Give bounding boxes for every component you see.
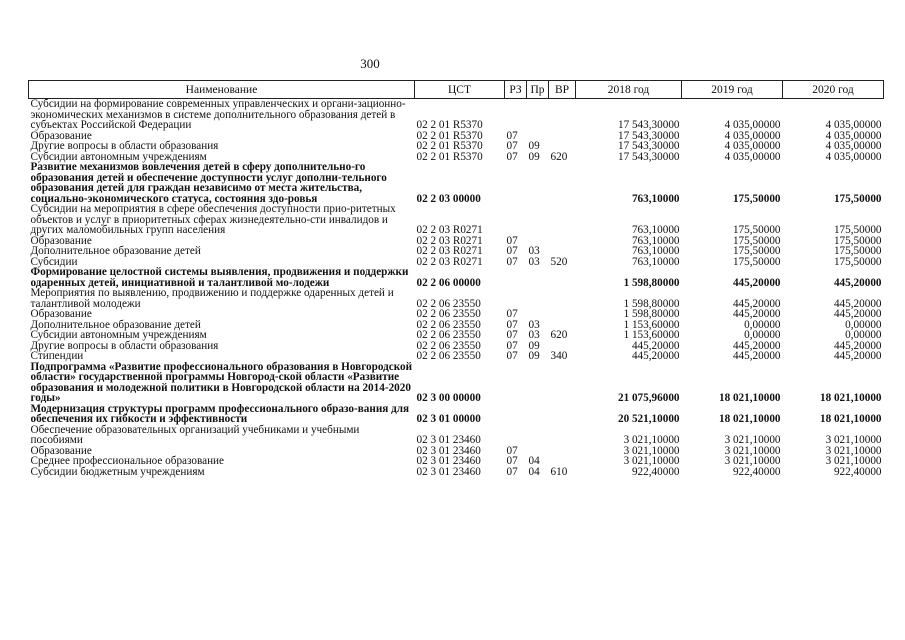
cell-vr bbox=[549, 362, 576, 404]
cell-rz: 07 bbox=[506, 465, 518, 478]
cell-name: Среднее профессиональное образование bbox=[30, 455, 225, 467]
cell-2018: 763,10000 bbox=[631, 234, 680, 247]
cell-rz bbox=[505, 362, 527, 404]
cell-name: Дополнительное образование детей bbox=[30, 245, 201, 257]
cell-cst: 02 2 03 R0271 bbox=[416, 255, 483, 268]
cell-2020: 445,20000 bbox=[833, 276, 882, 289]
cell-name: Образование bbox=[30, 129, 92, 142]
cell-cst: 02 2 06 00000 bbox=[416, 276, 481, 289]
cell-2019: 445,20000 bbox=[732, 339, 781, 352]
cell-2020: 175,50000 bbox=[833, 255, 882, 268]
cell-vr bbox=[549, 131, 576, 142]
table-row bbox=[29, 309, 884, 320]
table-row bbox=[29, 204, 884, 236]
cell-2019: 445,20000 bbox=[732, 297, 781, 310]
cell-name: Обеспечение образовательных организаций учебниками и учебными пособиями bbox=[30, 423, 360, 446]
cell-2020: 3 021,10000 bbox=[825, 444, 882, 457]
cell-2018: 1 598,80000 bbox=[623, 297, 680, 310]
cell-vr bbox=[549, 162, 576, 204]
cell-2019: 4 035,00000 bbox=[724, 119, 781, 131]
cell-name: Модернизация структуры программ профессионального образо-вания для обеспечения их гибкости и эффективности bbox=[30, 402, 410, 425]
cell-2020: 175,50000 bbox=[833, 224, 882, 236]
cell-pr bbox=[527, 404, 549, 425]
cell-cst: 02 2 06 23550 bbox=[416, 339, 481, 352]
table-row bbox=[29, 456, 884, 467]
cell-2018: 17 543,30000 bbox=[617, 119, 680, 131]
cell-name: Субсидии автономным учреждениям bbox=[30, 329, 207, 341]
cell-pr bbox=[527, 309, 549, 320]
cell-cst: 02 2 01 R5370 bbox=[416, 129, 483, 142]
table-row bbox=[29, 267, 884, 288]
cell-rz: 07 bbox=[506, 245, 518, 257]
cell-vr bbox=[549, 267, 576, 288]
cell-2020: 4 035,00000 bbox=[825, 150, 882, 163]
cell-2020: 3 021,10000 bbox=[825, 455, 882, 467]
cell-2019: 175,50000 bbox=[732, 234, 781, 247]
table-row bbox=[29, 99, 884, 131]
cell-pr bbox=[527, 425, 549, 446]
header-vr: ВР bbox=[549, 81, 576, 99]
cell-2020: 445,20000 bbox=[833, 308, 882, 320]
cell-pr: 03 bbox=[528, 318, 540, 331]
cell-2019: 0,00000 bbox=[744, 318, 781, 331]
cell-pr: 09 bbox=[528, 150, 540, 163]
table-row bbox=[29, 467, 884, 478]
cell-vr bbox=[549, 99, 576, 131]
cell-2018: 17 543,30000 bbox=[617, 129, 680, 142]
cell-2019: 445,20000 bbox=[732, 350, 781, 362]
cell-rz: 07 bbox=[506, 234, 518, 247]
cell-name: Субсидии автономным учреждениям bbox=[30, 150, 207, 163]
cell-2018: 763,10000 bbox=[631, 245, 680, 257]
cell-name: Образование bbox=[30, 234, 92, 247]
cell-cst: 02 2 01 R5370 bbox=[416, 140, 483, 152]
cell-pr: 04 bbox=[528, 455, 540, 467]
cell-2018: 3 021,10000 bbox=[623, 455, 680, 467]
cell-pr: 03 bbox=[528, 255, 540, 268]
header-2018: 2018 год bbox=[576, 81, 682, 99]
cell-name: Дополнительное образование детей bbox=[30, 318, 201, 331]
cell-2018: 3 021,10000 bbox=[623, 434, 680, 446]
cell-2018: 763,10000 bbox=[631, 255, 680, 268]
cell-2019: 4 035,00000 bbox=[724, 129, 781, 142]
cell-rz bbox=[505, 204, 527, 236]
cell-rz: 07 bbox=[506, 308, 518, 320]
cell-cst: 02 2 06 23550 bbox=[416, 329, 481, 341]
cell-name: Субсидии бюджетным учреждениям bbox=[30, 465, 205, 478]
cell-rz: 07 bbox=[506, 350, 518, 362]
cell-cst: 02 2 03 R0271 bbox=[416, 234, 483, 247]
cell-pr bbox=[527, 162, 549, 204]
cell-cst: 02 2 01 R5370 bbox=[416, 119, 483, 131]
cell-rz: 07 bbox=[506, 329, 518, 341]
cell-vr bbox=[549, 204, 576, 236]
cell-2018: 1 153,60000 bbox=[623, 318, 680, 331]
cell-rz: 07 bbox=[506, 150, 518, 163]
cell-cst: 02 3 00 00000 bbox=[416, 392, 481, 404]
header-2020: 2020 год bbox=[783, 81, 884, 99]
cell-pr bbox=[527, 204, 549, 236]
cell-rz: 07 bbox=[506, 129, 518, 142]
cell-name: Развитие механизмов вовлечения детей в сферу дополнительно-го образования детей и обеспечение доступности услуг дополни-тельного образования детей для граждан независимо от места жительства, социально-экономического статуса, состояния здо-ровья bbox=[30, 161, 387, 205]
cell-2020: 175,50000 bbox=[833, 245, 882, 257]
cell-2019: 0,00000 bbox=[744, 329, 781, 341]
cell-cst: 02 2 06 23550 bbox=[416, 297, 481, 310]
cell-pr: 03 bbox=[528, 329, 540, 341]
cell-rz: 07 bbox=[506, 455, 518, 467]
cell-2019: 175,50000 bbox=[732, 192, 781, 205]
cell-name: Подпрограмма «Развитие профессионального образования в Новгородской области» государственной программы Новгород-ской области «Развитие образования и молодежной политики в Новгородской области на 2014-2020 годы» bbox=[30, 360, 413, 404]
cell-2019: 175,50000 bbox=[732, 245, 781, 257]
cell-name: Субсидии bbox=[30, 255, 78, 268]
table-row bbox=[29, 141, 884, 152]
cell-vr bbox=[549, 425, 576, 446]
cell-2018: 3 021,10000 bbox=[623, 444, 680, 457]
cell-2020: 18 021,10000 bbox=[819, 413, 882, 425]
cell-2018: 1 153,60000 bbox=[623, 329, 680, 341]
cell-2019: 445,20000 bbox=[732, 308, 781, 320]
cell-2020: 0,00000 bbox=[845, 318, 882, 331]
cell-2020: 3 021,10000 bbox=[825, 434, 882, 446]
cell-2019: 18 021,10000 bbox=[718, 413, 781, 425]
cell-2019: 4 035,00000 bbox=[724, 150, 781, 163]
cell-2020: 4 035,00000 bbox=[825, 129, 882, 142]
table-row bbox=[29, 351, 884, 362]
cell-rz bbox=[505, 99, 527, 131]
cell-name: Мероприятия по выявлению, продвижению и поддержке одаренных детей и талантливой молодежи bbox=[30, 287, 394, 310]
header-cst: ЦСТ bbox=[415, 81, 505, 99]
cell-vr: 520 bbox=[550, 255, 568, 268]
cell-2018: 763,10000 bbox=[631, 192, 680, 205]
cell-2020: 0,00000 bbox=[845, 329, 882, 341]
cell-name: Другие вопросы в области образования bbox=[30, 140, 219, 152]
budget-table bbox=[28, 80, 884, 477]
cell-2019: 4 035,00000 bbox=[724, 140, 781, 152]
cell-vr: 620 bbox=[550, 329, 568, 341]
cell-2020: 4 035,00000 bbox=[825, 119, 882, 131]
cell-pr: 04 bbox=[528, 465, 540, 478]
cell-cst: 02 3 01 00000 bbox=[416, 413, 481, 425]
cell-2018: 922,40000 bbox=[631, 465, 680, 478]
table-body bbox=[29, 99, 884, 478]
cell-rz: 07 bbox=[506, 255, 518, 268]
table-header-row bbox=[29, 81, 884, 99]
cell-2018: 1 598,80000 bbox=[623, 276, 680, 289]
header-rz: РЗ bbox=[505, 81, 527, 99]
cell-2020: 175,50000 bbox=[833, 234, 882, 247]
cell-rz: 07 bbox=[506, 318, 518, 331]
cell-cst: 02 2 06 23550 bbox=[416, 308, 481, 320]
cell-2019: 3 021,10000 bbox=[724, 444, 781, 457]
cell-2018: 1 598,80000 bbox=[623, 308, 680, 320]
cell-vr bbox=[549, 246, 576, 257]
cell-vr bbox=[549, 404, 576, 425]
cell-pr: 03 bbox=[528, 245, 540, 257]
cell-vr bbox=[549, 236, 576, 247]
table-row bbox=[29, 288, 884, 309]
cell-2018: 20 521,10000 bbox=[617, 413, 680, 425]
cell-cst: 02 2 03 R0271 bbox=[416, 224, 483, 236]
cell-2019: 3 021,10000 bbox=[724, 434, 781, 446]
cell-name: Стипендии bbox=[30, 350, 84, 362]
cell-vr bbox=[549, 456, 576, 467]
cell-name: Субсидии на мероприятия в сфере обеспечения доступности прио-ритетных объектов и услуг в приоритетных сферах жизнедеятельно-сти инвалидов и других маломобильных групп населения bbox=[30, 203, 396, 236]
cell-2020: 922,40000 bbox=[833, 465, 882, 478]
cell-rz: 07 bbox=[506, 339, 518, 352]
table-row bbox=[29, 162, 884, 204]
page-number: 300 bbox=[360, 56, 380, 71]
cell-rz bbox=[505, 162, 527, 204]
cell-2018: 21 075,96000 bbox=[617, 392, 680, 404]
cell-pr bbox=[527, 99, 549, 131]
cell-2020: 18 021,10000 bbox=[819, 392, 882, 404]
cell-vr bbox=[549, 446, 576, 457]
table-row bbox=[29, 330, 884, 341]
cell-2018: 17 543,30000 bbox=[617, 140, 680, 152]
cell-name: Субсидии на формирование современных управленческих и органи-зационно-экономических механизмов в системе дополнительного образования детей в субъектах Российской Федерации bbox=[30, 98, 406, 131]
cell-2020: 445,20000 bbox=[833, 297, 882, 310]
cell-rz bbox=[505, 425, 527, 446]
cell-pr: 09 bbox=[528, 140, 540, 152]
cell-cst: 02 2 03 00000 bbox=[416, 192, 481, 205]
table-row bbox=[29, 362, 884, 404]
cell-pr: 09 bbox=[528, 350, 540, 362]
cell-rz: 07 bbox=[506, 444, 518, 457]
cell-2019: 18 021,10000 bbox=[718, 392, 781, 404]
cell-rz bbox=[505, 267, 527, 288]
cell-pr bbox=[527, 362, 549, 404]
cell-2020: 445,20000 bbox=[833, 339, 882, 352]
cell-name: Образование bbox=[30, 444, 92, 457]
table-row bbox=[29, 425, 884, 446]
cell-rz: 07 bbox=[506, 140, 518, 152]
cell-vr: 620 bbox=[550, 150, 568, 163]
cell-vr: 610 bbox=[550, 465, 568, 478]
cell-cst: 02 3 01 23460 bbox=[416, 465, 481, 478]
header-2019: 2019 год bbox=[682, 81, 783, 99]
cell-cst: 02 2 06 23550 bbox=[416, 350, 481, 362]
cell-pr: 09 bbox=[528, 339, 540, 352]
cell-2020: 4 035,00000 bbox=[825, 140, 882, 152]
cell-name: Образование bbox=[30, 308, 92, 320]
cell-2018: 763,10000 bbox=[631, 224, 680, 236]
cell-name: Другие вопросы в области образования bbox=[30, 339, 219, 352]
cell-name: Формирование целостной системы выявления, продвижения и поддержки одаренных детей, инициативной и талантливой мо-лодежи bbox=[30, 266, 409, 289]
cell-pr bbox=[527, 267, 549, 288]
header-pr: Пр bbox=[527, 81, 549, 99]
cell-2019: 922,40000 bbox=[732, 465, 781, 478]
cell-2018: 445,20000 bbox=[631, 339, 680, 352]
cell-cst: 02 2 06 23550 bbox=[416, 318, 481, 331]
cell-cst: 02 2 03 R0271 bbox=[416, 245, 483, 257]
cell-vr bbox=[549, 141, 576, 152]
cell-cst: 02 2 01 R5370 bbox=[416, 150, 483, 163]
cell-2018: 445,20000 bbox=[631, 350, 680, 362]
cell-cst: 02 3 01 23460 bbox=[416, 455, 481, 467]
header-name: Наименование bbox=[29, 81, 415, 99]
cell-2019: 445,20000 bbox=[732, 276, 781, 289]
cell-pr bbox=[527, 288, 549, 309]
table-row bbox=[29, 246, 884, 257]
table-row bbox=[29, 404, 884, 425]
cell-vr: 340 bbox=[550, 350, 568, 362]
cell-2020: 175,50000 bbox=[833, 192, 882, 205]
cell-cst: 02 3 01 23460 bbox=[416, 444, 481, 457]
cell-rz bbox=[505, 288, 527, 309]
cell-2019: 175,50000 bbox=[732, 255, 781, 268]
cell-cst: 02 3 01 23460 bbox=[416, 434, 481, 446]
cell-2020: 445,20000 bbox=[833, 350, 882, 362]
cell-2019: 3 021,10000 bbox=[724, 455, 781, 467]
cell-rz bbox=[505, 404, 527, 425]
cell-vr bbox=[549, 288, 576, 309]
cell-vr bbox=[549, 309, 576, 320]
cell-2019: 175,50000 bbox=[732, 224, 781, 236]
cell-2018: 17 543,30000 bbox=[617, 150, 680, 163]
